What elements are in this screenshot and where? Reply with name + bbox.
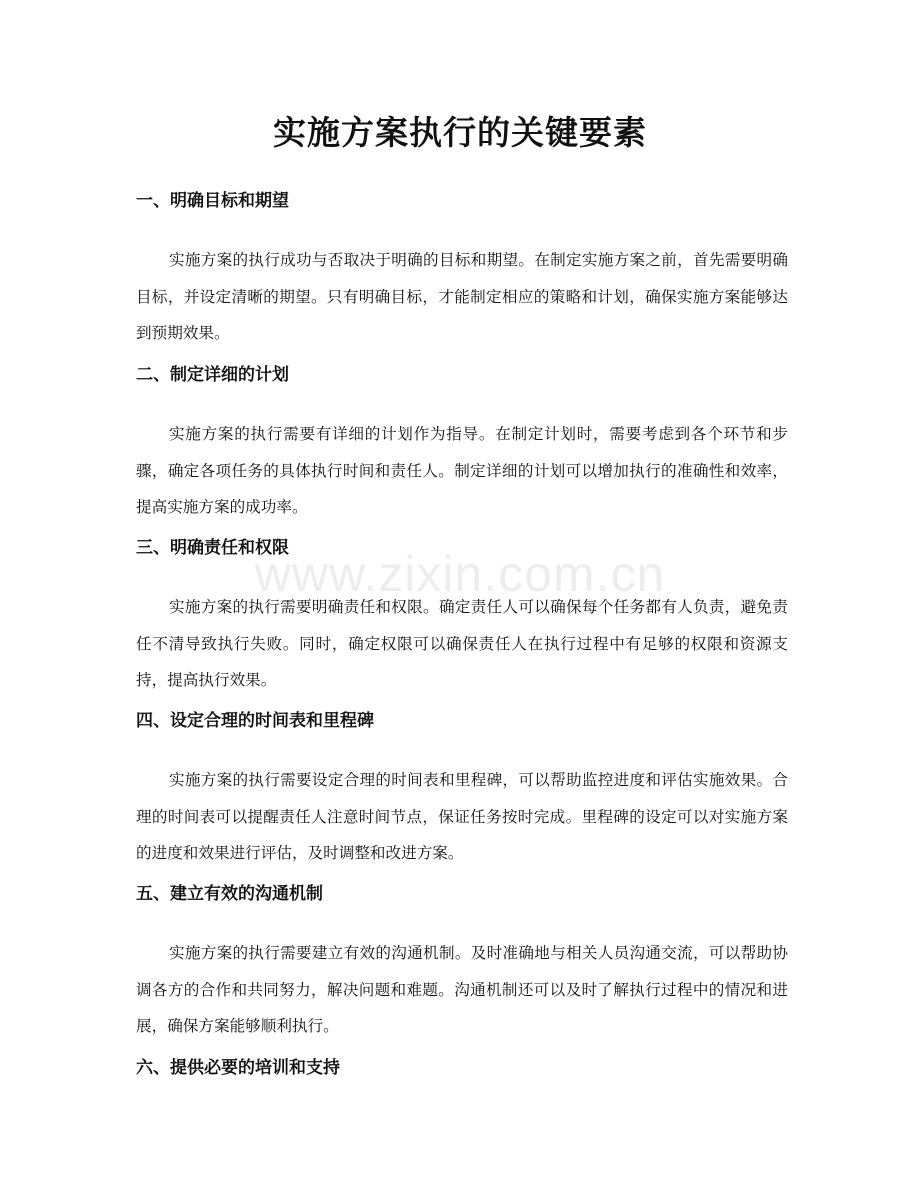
section-paragraph: 实施方案的执行需要建立有效的沟通机制。及时准确地与相关人员沟通交流，可以帮助协调各方的合作和共同努力，解决问题和难题。沟通机制还可以及时了解执行过程中的情况和进展，确保方案能够顺利执行。 bbox=[136, 944, 788, 1035]
section-5 bbox=[136, 881, 788, 1045]
document-title: 实施方案执行的关键要素 bbox=[273, 113, 647, 152]
section-heading: 六、提供必要的培训和支持 bbox=[136, 1058, 340, 1078]
section-heading: 四、设定合理的时间表和里程碑 bbox=[136, 711, 374, 731]
section-1 bbox=[136, 188, 788, 352]
section-paragraph: 实施方案的执行需要有详细的计划作为指导。在制定计划时，需要考虑到各个环节和步骤，确定各项任务的具体执行时间和责任人。制定详细的计划可以增加执行的准确性和效率，提高实施方案的成功率。 bbox=[136, 425, 788, 516]
section-2 bbox=[136, 362, 788, 526]
section-paragraph: 实施方案的执行成功与否取决于明确的目标和期望。在制定实施方案之前，首先需要明确目标，并设定清晰的期望。只有明确目标，才能制定相应的策略和计划，确保实施方案能够达到预期效果。 bbox=[136, 251, 788, 342]
watermark: www.zixin.com.cn bbox=[254, 546, 666, 602]
section-heading: 一、明确目标和期望 bbox=[136, 191, 289, 211]
section-6 bbox=[136, 1055, 788, 1081]
section-paragraph: 实施方案的执行需要设定合理的时间表和里程碑，可以帮助监控进度和评估实施效果。合理的时间表可以提醒责任人注意时间节点，保证任务按时完成。里程碑的设定可以对实施方案的进度和效果进行评估，及时调整和改进方案。 bbox=[136, 771, 788, 862]
section-heading: 二、制定详细的计划 bbox=[136, 365, 289, 385]
section-4 bbox=[136, 708, 788, 872]
section-3 bbox=[136, 535, 788, 699]
section-heading: 三、明确责任和权限 bbox=[136, 538, 289, 558]
section-heading: 五、建立有效的沟通机制 bbox=[136, 884, 323, 904]
section-paragraph: 实施方案的执行需要明确责任和权限。确定责任人可以确保每个任务都有人负责，避免责任不清导致执行失败。同时，确定权限可以确保责任人在执行过程中有足够的权限和资源支持，提高执行效果。 bbox=[136, 598, 788, 689]
